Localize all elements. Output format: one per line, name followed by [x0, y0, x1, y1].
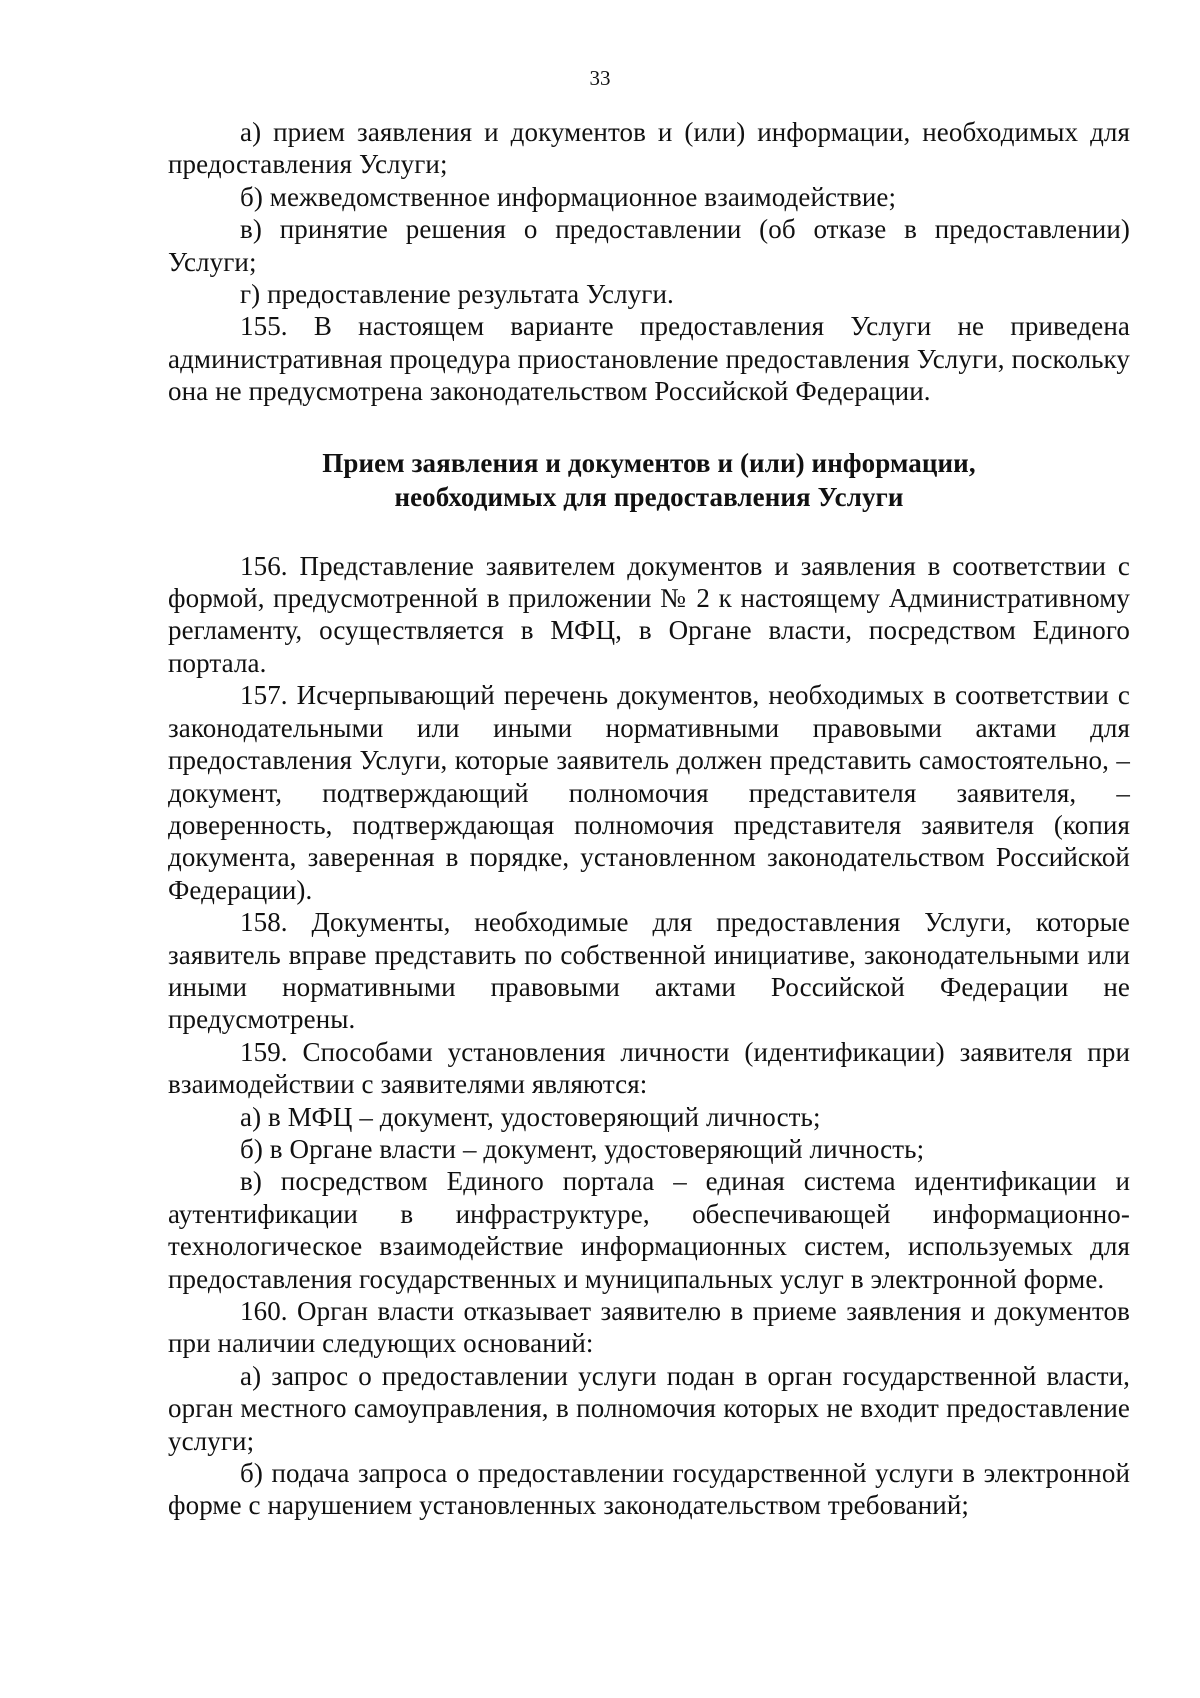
- section-heading-text: [168, 446, 1130, 514]
- paragraph-160: 160. Орган власти отказывает заявителю в приеме заявления и документов при наличии следующих оснований:: [168, 1296, 1130, 1359]
- paragraph-157: 157. Исчерпывающий перечень документов, необходимых в соответствии с законодательными или иными нормативными правовыми актами для предоставления Услуги, которые заявитель должен представить самостоятельно, – документ, подтверждающий полномочия представителя заявителя, – доверенность, подтверждающая полномочия представителя заявителя (копия документа, заверенная в порядке, установленном законодательством Российской Федерации).: [168, 680, 1130, 905]
- paragraph-159: 159. Способами установления личности (идентификации) заявителя при взаимодействии с заявителями являются:: [168, 1036, 1130, 1100]
- paragraph-160-b: б) подача запроса о предоставлении государственной услуги в электронной форме с нарушением установленных законодательством требований;: [168, 1458, 1130, 1521]
- list-item-a: а) прием заявления и документов и (или) информации, необходимых для предоставления Услуги;: [168, 117, 1130, 180]
- paragraph-159-v: в) посредством Единого портала – единая система идентификации и аутентификации в инфраструктуре, обеспечивающей информационно-технологическое взаимодействие информационных систем, используемых для предоставления государственных и муниципальных услуг в электронной форме.: [168, 1166, 1130, 1294]
- paragraph-159-a: а) в МФЦ – документ, удостоверяющий личность;: [240, 1101, 821, 1132]
- paragraph-155: 155. В настоящем варианте предоставления Услуги не приведена административная процедура приостановление предоставления Услуги, поскольку она не предусмотрена законодательством Российской Федерации.: [168, 311, 1130, 407]
- heading-line-2: необходимых для предоставления Услуги: [394, 481, 904, 512]
- paragraph-160-a: а) запрос о предоставлении услуги подан в орган государственной власти, орган местного самоуправления, в полномочия которых не входит предоставление услуги;: [168, 1360, 1130, 1456]
- paragraph-156: 156. Представление заявителем документов и заявления в соответствии с формой, предусмотренной в приложении № 2 к настоящему Административному регламенту, осуществляется в МФЦ, в Органе власти, посредством Единого портала.: [168, 550, 1130, 678]
- section-heading: [168, 446, 1130, 514]
- paragraph-158: 158. Документы, необходимые для предоставления Услуги, которые заявитель вправе представить по собственной инициативе, законодательными или иными нормативными правовыми актами Российской Федерации не предусмотрены.: [168, 907, 1130, 1035]
- list-item-b: б) межведомственное информационное взаимодействие;: [240, 181, 897, 212]
- document-body: [168, 116, 1130, 1522]
- list-item-g: г) предоставление результата Услуги.: [240, 279, 674, 310]
- paragraph-159-b: б) в Органе власти – документ, удостоверяющий личность;: [240, 1133, 925, 1164]
- list-item-v: в) принятие решения о предоставлении (об отказе в предоставлении) Услуги;: [168, 214, 1130, 277]
- page-number: 33: [589, 66, 611, 90]
- heading-line-1: Прием заявления и документов и (или) информации,: [322, 447, 976, 478]
